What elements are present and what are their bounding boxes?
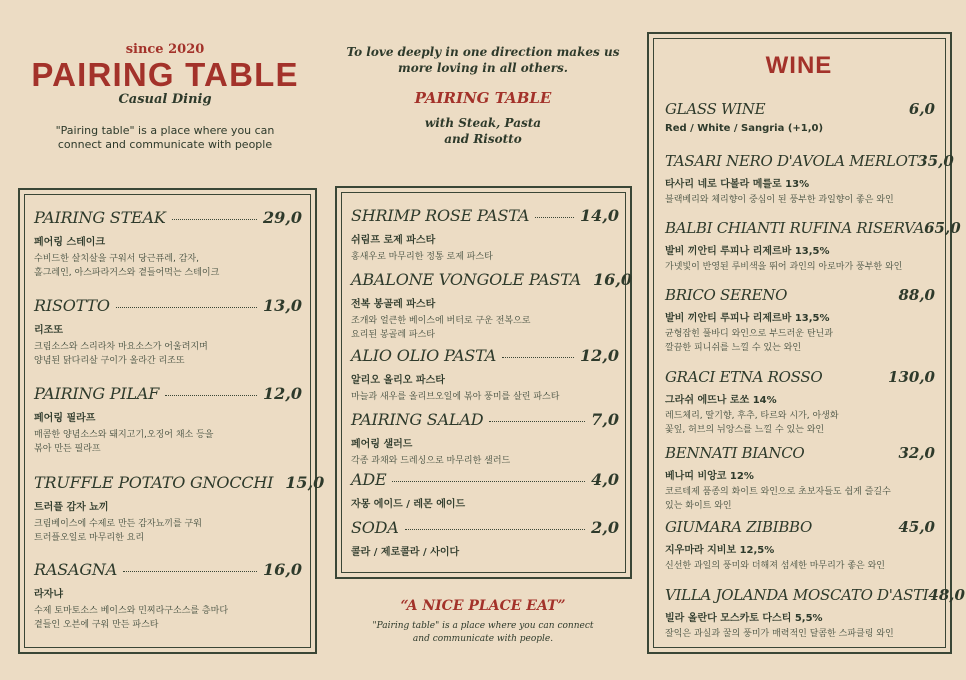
item-price: 16,0	[593, 270, 632, 289]
item-korean-name: 페어링 스테이크	[34, 237, 106, 248]
middle-header	[338, 44, 628, 147]
item-description: 신선한 과일의 풍미와 더해져 섬세한 마무리가 좋은 와인	[665, 561, 885, 571]
item-korean-name: 트러플 감자 뇨끼	[34, 502, 109, 513]
menu-item	[34, 296, 302, 368]
menu-item	[34, 560, 302, 632]
middle-menu-box	[335, 186, 632, 579]
item-description: 조개와 얼큰한 베이스에 버터로 구운 전복으로 요리된 봉골레 파스타	[351, 316, 531, 340]
item-description: 블랙베리와 체리향이 중심이 된 풍부한 과일향이 좋은 와인	[665, 195, 894, 205]
item-name: PAIRING STEAK	[34, 208, 166, 227]
menu-item	[665, 368, 935, 437]
item-price: 48,0	[928, 586, 965, 604]
item-price: 12,0	[263, 384, 302, 403]
leader-dots	[392, 481, 585, 482]
menu-item	[34, 473, 325, 545]
menu-item	[665, 100, 935, 134]
menu-item	[34, 384, 302, 456]
brand-header	[20, 42, 310, 152]
menu-item	[351, 518, 619, 558]
item-name: RASAGNA	[34, 560, 118, 579]
item-price: 29,0	[263, 208, 302, 227]
item-korean-name: 리조또	[34, 325, 63, 336]
item-korean-name: 자몽 에이드 / 레몬 에이드	[351, 499, 466, 510]
menu-item	[351, 206, 619, 264]
item-description: 수비드한 살치살을 구워서 당근퓨레, 감자, 홀그레인, 아스파라거스와 곁들어먹는 스테이크	[34, 254, 220, 278]
item-name: TASARI NERO D'AVOLA MERLOT	[665, 152, 918, 170]
leader-dots	[535, 217, 574, 218]
item-korean-name: 발비 끼안티 루피나 리제르바 13,5%	[665, 246, 830, 257]
item-name: BALBI CHIANTI RUFINA RISERVA	[665, 219, 925, 237]
item-name: BRICO SERENO	[665, 286, 788, 304]
item-description: 각종 과채와 드레싱으로 마무리한 샐러드	[351, 456, 511, 466]
item-price: 13,0	[263, 296, 302, 315]
middle-brand: PAIRING TABLE	[414, 89, 552, 107]
item-korean-name: 쉬림프 로제 파스타	[351, 235, 436, 246]
item-price: 15,0	[285, 473, 325, 492]
leader-dots	[123, 571, 257, 572]
menu-item	[351, 270, 632, 342]
item-price: 32,0	[898, 444, 935, 462]
slogan-title: “A NICE PLACE EAT”	[400, 598, 566, 614]
menu-item	[665, 152, 954, 207]
item-name: ADE	[351, 470, 387, 489]
item-korean-name: 콜라 / 제로콜라 / 사이다	[351, 547, 460, 558]
item-description: 크림베이스에 수제로 만든 감자뇨끼를 구워 트러플오일로 마무리한 요리	[34, 519, 202, 543]
leader-dots	[502, 357, 574, 358]
item-description: 마늘과 새우를 올리브오일에 볶아 풍미를 살린 파스타	[351, 392, 560, 402]
leader-dots	[165, 395, 257, 396]
item-description: 코르테제 품종의 화이트 와인으로 초보자들도 쉽게 즐길수 있는 화이트 와인	[665, 487, 891, 511]
item-price: 6,0	[908, 100, 935, 118]
item-description: 홍새우로 마무리한 정통 로제 파스타	[351, 252, 493, 262]
item-name: SHRIMP ROSE PASTA	[351, 206, 530, 225]
item-name: PAIRING SALAD	[351, 410, 484, 429]
leader-dots	[489, 421, 585, 422]
menu-item	[351, 410, 619, 468]
item-korean-name: 베나띠 비앙코 12%	[665, 471, 754, 482]
item-description: 균형잡힌 풀바디 와인으로 부드러운 탄닌과 깔끔한 피니쉬를 느낄 수 있는 와인	[665, 329, 833, 353]
item-korean-name: 그라쉬 에뜨나 로쏘 14%	[665, 395, 777, 406]
left-menu-box	[18, 188, 325, 654]
wine-menu-box	[647, 32, 965, 654]
item-name: VILLA JOLANDA MOSCATO D'ASTI	[665, 586, 929, 604]
item-korean-name: 전복 봉골레 파스타	[351, 299, 436, 310]
item-description: 크림소스와 스리라차 마요소스가 어울려지며 양념된 닭다리살 구이가 올라간 리조또	[34, 342, 208, 366]
menu-item	[665, 219, 961, 274]
item-name: SODA	[351, 518, 399, 537]
item-price: 14,0	[580, 206, 619, 225]
item-name: PAIRING PILAF	[34, 384, 160, 403]
item-korean-name: Red / White / Sangria (+1,0)	[665, 123, 824, 134]
menu-item	[665, 518, 935, 573]
item-korean-name: 빌라 올란다 모스카토 다스티 5,5%	[665, 613, 823, 624]
since-label: since 2020	[125, 42, 205, 57]
item-price: 12,0	[580, 346, 619, 365]
item-name: GRACI ETNA ROSSO	[665, 368, 823, 386]
slogan-description: "Pairing table" is a place where you can connect and communicate with people.	[372, 621, 594, 644]
brand-description: "Pairing table" is a place where you can connect and communicate with people	[55, 124, 275, 151]
menu-item	[351, 470, 619, 510]
leader-dots	[116, 307, 257, 308]
wine-title: WINE	[765, 52, 833, 79]
item-price: 2,0	[591, 518, 619, 537]
item-description: 잘익은 과실과 꿀의 풍미가 매력적인 달콤한 스파클링 와인	[665, 629, 894, 639]
item-korean-name: 페어링 필라프	[34, 413, 96, 424]
menu-item	[665, 286, 935, 355]
menu-item	[665, 586, 965, 641]
item-price: 4,0	[591, 470, 619, 489]
item-korean-name: 발비 끼안티 루피나 리제르바 13,5%	[665, 313, 830, 324]
item-price: 7,0	[591, 410, 619, 429]
item-price: 65,0	[924, 219, 961, 237]
brand-title: PAIRING TABLE	[31, 56, 299, 93]
leader-dots	[405, 529, 585, 530]
item-name: GLASS WINE	[665, 100, 766, 118]
item-price: 88,0	[898, 286, 935, 304]
item-price: 130,0	[888, 368, 935, 386]
with-tagline: with Steak, Pasta and Risotto	[424, 116, 542, 146]
item-price: 35,0	[917, 152, 954, 170]
item-name: BENNATI BIANCO	[665, 444, 805, 462]
item-name: GIUMARA ZIBIBBO	[665, 518, 813, 536]
item-name: ABALONE VONGOLE PASTA	[351, 270, 582, 289]
item-korean-name: 알리오 올리오 파스타	[351, 375, 445, 386]
item-price: 45,0	[898, 518, 935, 536]
item-description: 수제 토마토소스 베이스와 민찌라구소스를 층마다 곁들인 오븐에 구워 만든 파스타	[34, 606, 229, 630]
slogan	[338, 598, 628, 646]
menu-item	[351, 346, 619, 404]
item-korean-name: 라자냐	[34, 589, 63, 600]
quote: To love deeply in one direction makes us more loving in all others.	[346, 45, 620, 75]
item-description: 가넷빛이 반영된 루비색을 뛰어 과인의 아로마가 풍부한 와인	[665, 262, 903, 272]
item-korean-name: 지우마라 지비보 12,5%	[665, 545, 775, 556]
item-price: 16,0	[263, 560, 302, 579]
brand-subtitle: Casual Dinig	[118, 92, 212, 107]
item-name: TRUFFLE POTATO GNOCCHI	[34, 473, 274, 492]
item-name: ALIO OLIO PASTA	[351, 346, 497, 365]
leader-dots	[172, 219, 257, 220]
item-name: RISOTTO	[34, 296, 110, 315]
item-description: 레드체리, 딸기향, 후추, 타르와 시가, 아생화 꽃잎, 허브의 뉘앙스를 느낄 수 있는 와인	[665, 411, 839, 435]
menu-item	[34, 208, 302, 280]
item-korean-name: 페어링 샐러드	[351, 439, 413, 450]
item-description: 매콤한 양념소스와 돼지고기,오징어 채소 등을 볶아 만든 필라프	[34, 430, 214, 454]
item-korean-name: 타사리 네로 다볼라 메를로 13%	[665, 179, 810, 190]
menu-item	[665, 444, 935, 513]
